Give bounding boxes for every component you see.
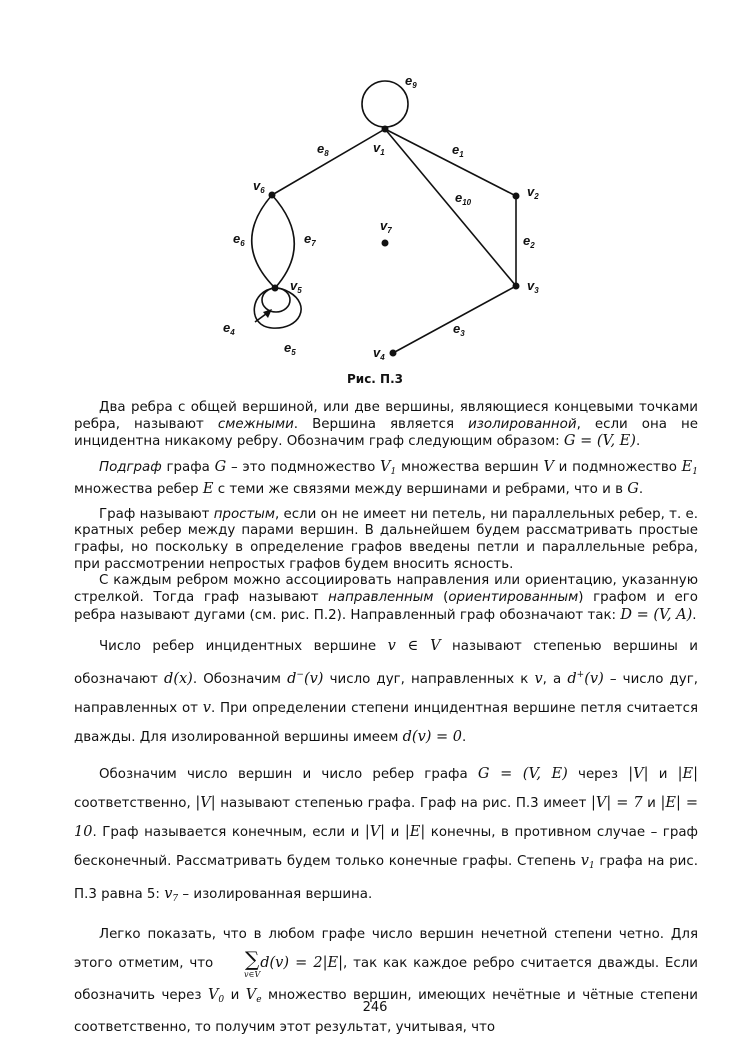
p6-text-q: конечны, в противном случае – граф бесконечный. Рассматривать будем только конечные графы. Степень [74,825,698,870]
p6-text-t: графа на рис. П.3 равна 5: [74,854,698,903]
math-sub: 0 [218,995,225,1006]
p5-text-c: называют степенью вершины и обозначают [74,639,698,688]
paragraph-1 [74,400,698,451]
p2-text-d: – это подмножество [226,460,381,476]
sum-limit: v∈V [244,970,261,980]
p4-text-e: ) графом и его ребра называют дугами (см. рис. П.2). Направленный граф обозначают так: [74,590,698,623]
vertex-v6 [269,192,276,199]
p4-text-c: ( [433,590,449,606]
vertex-v3 [513,283,520,290]
p5-text-q: . При определении степени инцидентная вершине петля считается дважды. Для изолированной вершины имеем [74,701,699,746]
p1-text-g: . [635,434,641,450]
edge-e4 [262,288,290,312]
math-dx: d(x) [164,671,193,688]
label-e8: $e_8$ [317,141,329,158]
sigma-glyph: ∑ [244,947,260,972]
math-v: V [245,987,257,1004]
vertex-v7 [382,240,389,247]
sum-symbol [219,949,260,981]
math-abs-v: |V| [195,795,216,812]
p5-text-o: – число дуг, направленных от [74,672,698,717]
math-sub: 1 [390,467,397,478]
term-directed: направленным [328,590,434,606]
term-isolated: изолированной [468,416,577,432]
label-e6: $e_6$ [233,231,245,248]
label-e5: $e_5$ [284,340,296,357]
formula-v-count: |V| = 7 [591,795,643,812]
vertex-v2 [513,193,520,200]
vertex-v4 [390,350,397,357]
vertex-v1 [382,126,389,133]
math-sub: e [256,995,262,1006]
p1-text-a: Два ребра с общей вершиной, или две вершины, являющиеся концевыми точками ребра, называют [74,400,698,432]
label-e2: $e_2$ [523,233,535,250]
formula-graph: G = (V, E) [563,433,636,450]
p5-text-k: , а [542,672,568,688]
p4-text-a: С каждым ребром можно ассоциировать направления или ориентацию, указанную стрелкой. Тогда граф называют [74,573,698,606]
math-g: G [214,459,227,476]
formula-directed-graph: D = (V, A) [620,606,693,623]
p2-text-n: с теми же связями между вершинами и ребрами, что и в [213,481,628,497]
math-sup-plus: + [576,670,585,681]
p6-text-i: называют степенью графа. Граф на рис. П.3 имеет [215,796,591,812]
math-v: v [534,671,543,688]
term-simple: простым [213,506,275,522]
formula-graph: G = (V, E) [477,766,568,783]
edge-e10 [385,129,516,286]
p7-text-f: и [224,988,246,1004]
label-e3: $e_3$ [453,321,465,338]
p7-text-c: , так как каждое ребро считается дважды. Если обозначить через [74,956,698,1004]
p6-text-c: через [567,767,629,783]
body-text [74,400,698,1042]
math-e: E [202,480,214,497]
p6-text-e: и [648,767,678,783]
p2-text-b: графа [161,460,215,476]
p3-text-c: , если он не имеет ни петель, ни параллельных ребер, т. е. кратных ребер между парами вершин. В дальнейшем будем рассматривать простые графы, но поскольку в определение графов введены петли и параллельные ребра, при рассмотрении непростых графов будем вносить ясность. [74,506,698,572]
p2-text-l: множества ребер [74,481,203,497]
label-e4: $e_4$ [223,320,235,337]
paragraph-2 [74,459,698,498]
math-v: V [207,987,219,1004]
p2-text-g: множества вершин [396,460,544,476]
paragraph-7 [74,921,698,1042]
edge-e9 [362,81,408,127]
math-v-in-V: v ∈ V [387,638,441,655]
math-d: d [287,671,297,688]
math-sup-minus: − [296,670,304,681]
math-abs-e: |E| [404,824,426,841]
p5-text-e: . Обозначим [192,672,288,688]
math-sub: 7 [172,894,179,905]
formula-handshake: d(v) = 2|E| [260,955,344,972]
figure-caption: Рис. П.3 [346,372,403,386]
edge-e6 [252,195,275,288]
label-v1: $v_1$ [373,140,385,157]
math-v-paren: (v) [303,671,324,688]
math-abs-v: |V| [364,824,386,841]
p7-text-a: Легко показать, что в любом графе число вершин нечетной степени четно. Для этого отметим, что [74,927,698,972]
math-v-paren: (v) [584,671,604,688]
math-e: E [681,459,693,476]
label-e7: $e_7$ [304,231,316,248]
label-v3: $v_3$ [527,278,539,295]
p4-text-g: . [692,607,697,623]
p6-text-m: . Граф называется конечным, если и [92,825,365,841]
edge-e7 [272,195,294,288]
math-g: G [627,480,639,497]
label-e10: $e_{10}$ [455,190,472,207]
edge-e3 [393,286,516,353]
p5-text-s: . [462,730,467,746]
math-abs-e: |E| [677,766,698,783]
p6-text-k: и [642,796,661,812]
label-v4: $v_4$ [373,345,385,362]
p6-text-o: и [385,825,405,841]
p1-text-c: . Вершина является [293,416,469,432]
math-sub: 1 [692,467,698,478]
paragraph-3 [74,507,698,574]
math-v: v [202,700,211,717]
math-v: V [543,459,554,476]
formula-dv-zero: d(v) = 0 [402,729,463,746]
p5-text-a: Число ребер инцидентных вершине [99,639,388,655]
p6-text-a: Обозначим число вершин и число ребер графа [99,767,478,783]
label-v2: $v_2$ [527,184,539,201]
p6-text-g: соответственно, [74,796,196,812]
vertex-v5 [272,285,279,292]
math-v: v [580,853,589,870]
term-subgraph: Подграф [99,460,162,476]
math-d: d [567,671,577,688]
graph-figure [0,0,750,370]
label-e9: $e_9$ [405,73,417,90]
math-sub: 1 [588,861,595,872]
p2-text-p: . [638,481,644,497]
math-v: v [164,886,173,903]
label-v5: $v_5$ [290,278,302,295]
math-abs-v: |V| [628,766,649,783]
label-e1: $e_1$ [452,142,464,159]
term-oriented: ориентированным [448,590,579,606]
label-v6: $v_6$ [253,178,265,195]
paragraph-5 [74,632,698,752]
p3-text-a: Граф называют [99,506,214,522]
term-adjacent: смежными [217,416,294,432]
p2-text-i: и подмножество [553,460,682,476]
label-v7: $v_7$ [380,218,392,235]
paragraph-4 [74,573,698,624]
paragraph-6 [74,760,698,913]
p5-text-i: число дуг, направленных к [323,672,535,688]
edge-e1 [385,129,516,196]
page-number: 246 [362,1000,388,1015]
p6-text-w: – изолированная вершина. [178,887,373,903]
p7-text-i: множество вершин, имеющих нечётные и чётные степени соответственно, то получим этот результат, учитывая, что [74,988,698,1036]
formula-e-count: |E| = 10 [74,795,698,841]
p1-text-e: , если она не инцидентна никакому ребру. Обозначим граф следующим образом: [74,416,698,450]
edge-e5 [254,288,301,328]
edge-e8 [272,129,385,195]
math-v: V [380,459,391,476]
